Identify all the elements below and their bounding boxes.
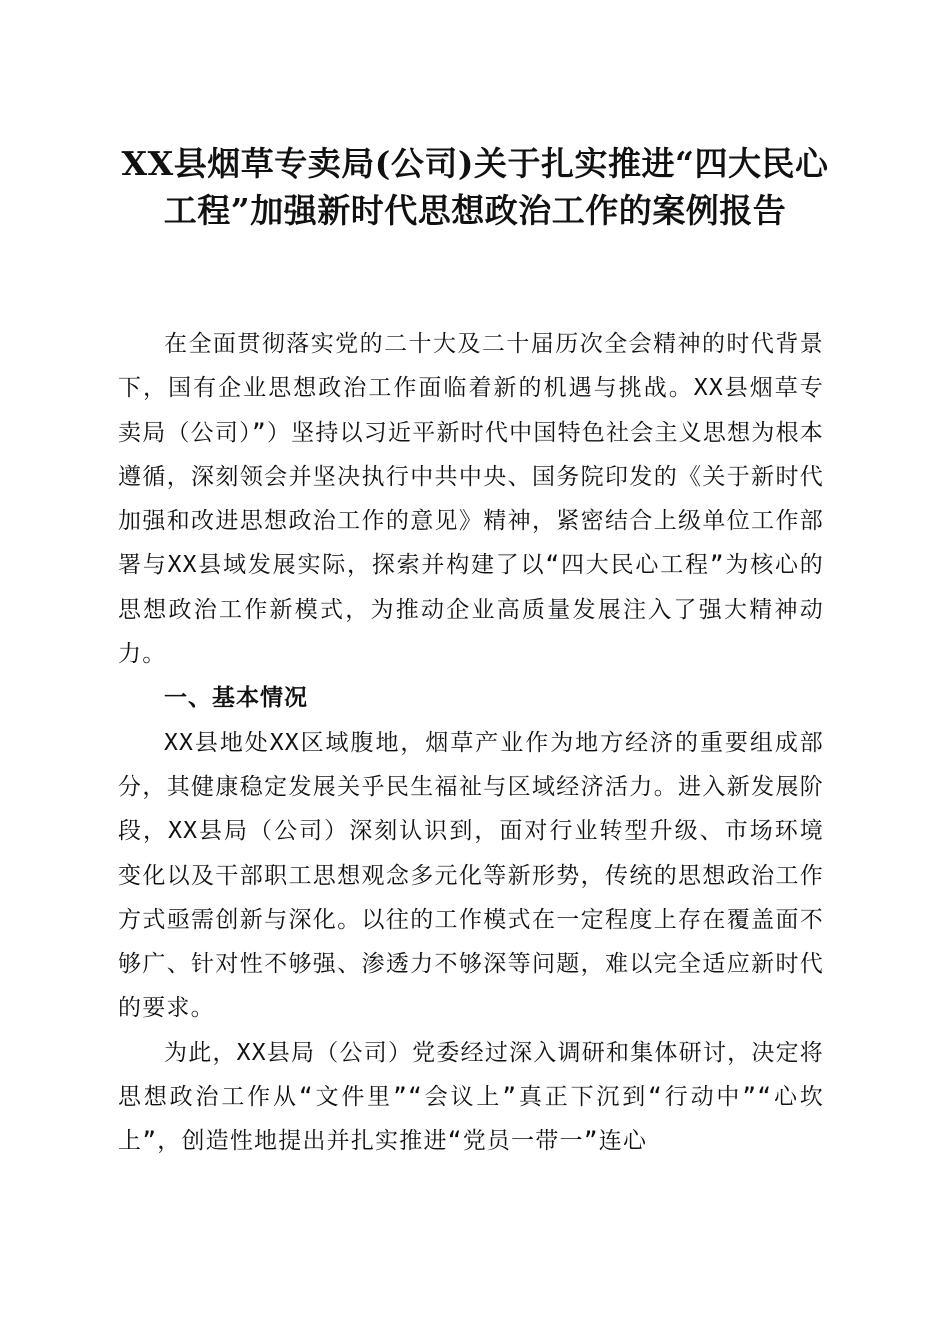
document-body: [118, 322, 824, 1164]
measures-paragraph: 为此，XX县局（公司）党委经过深入调研和集体研讨，决定将思想政治工作从“文件里”“会议上”真正下沉到“行动中”“心坎上”，创造性地提出并扎实推进“党员一带一”连心: [118, 1039, 824, 1155]
section-heading-basic-situation: 一、基本情况: [164, 685, 308, 712]
intro-paragraph: 在全面贯彻落实党的二十大及二十届历次全会精神的时代背景下，国有企业思想政治工作面临着新的机遇与挑战。XX县烟草专卖局（公司）”）坚持以习近平新时代中国特色社会主义思想为根本遵循，深刻领会并坚决执行中共中央、国务院印发的《关于新时代加强和改进思想政治工作的意见》精神，紧密结合上级单位工作部署与XX县域发展实际，探索并构建了以“四大民心工程”为核心的思想政治工作新模式，为推动企业高质量发展注入了强大精神动力。: [118, 331, 824, 668]
basic-situation-paragraph: XX县地处XX区域腹地，烟草产业作为地方经济的重要组成部分，其健康稳定发展关乎民生福祉与区域经济活力。进入新发展阶段，XX县局（公司）深刻认识到，面对行业转型升级、市场环境变化以及干部职工思想观念多元化等新形势，传统的思想政治工作方式亟需创新与深化。以往的工作模式在一定程度上存在覆盖面不够广、针对性不够强、渗透力不够深等问题，难以完全适应新时代的要求。: [118, 729, 824, 1022]
document-title: XX县烟草专卖局(公司)关于扎实推进“四大民心工程”加强新时代思想政治工作的案例报告: [121, 144, 829, 230]
